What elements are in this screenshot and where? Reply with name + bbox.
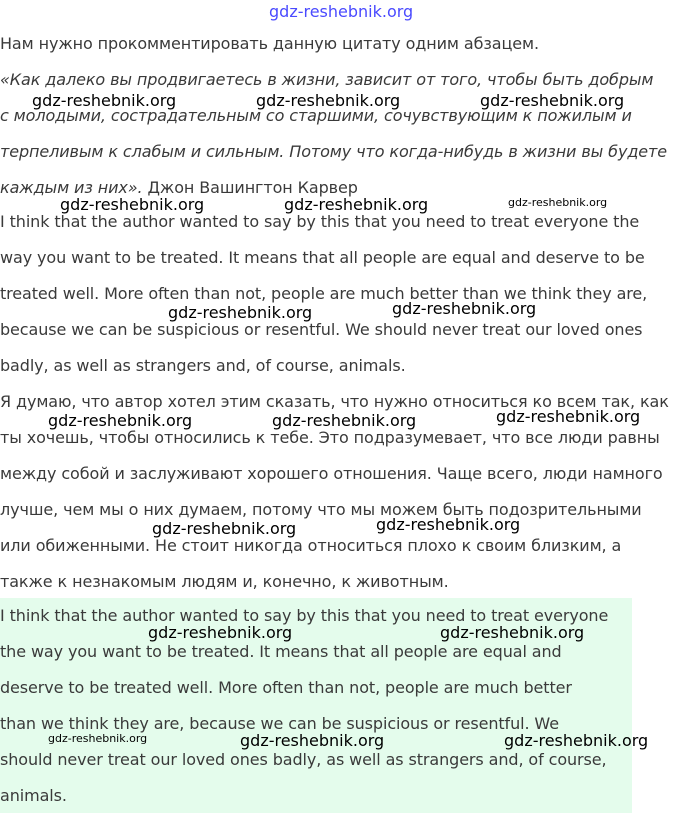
watermark: gdz-reshebnik.org (376, 515, 521, 534)
quote-last-fragment: каждым из них». (0, 178, 143, 197)
russian-paragraph-line: Я думаю, что автор хотел этим сказать, что нужно относиться ко всем так, как (0, 392, 669, 411)
answer-line: should never treat our loved ones badly, as well as strangers and, of course, (0, 750, 607, 769)
watermark: gdz-reshebnik.org (508, 196, 608, 209)
answer-line: animals. (0, 786, 67, 805)
quote-line: с молодыми, сострадательным со старшими, сочувствующим к пожилым и (0, 106, 632, 125)
watermark: gdz-reshebnik.org (284, 195, 429, 214)
site-header-watermark: gdz-reshebnik.org (269, 2, 414, 21)
answer-line: than we think they are, because we can be suspicious or resentful. We (0, 714, 559, 733)
watermark: gdz-reshebnik.org (240, 731, 385, 750)
answer-line: deserve to be treated well. More often than not, people are much better (0, 678, 572, 697)
russian-paragraph-line: или обиженными. Не стоит никогда относиться плохо к своим близким, а (0, 536, 622, 555)
english-paragraph-line: badly, as well as strangers and, of course, animals. (0, 356, 406, 375)
watermark: gdz-reshebnik.org (480, 91, 625, 110)
watermark: gdz-reshebnik.org (48, 732, 148, 745)
russian-paragraph-line: также к незнакомым людям и, конечно, к животным. (0, 572, 449, 591)
watermark: gdz-reshebnik.org (440, 623, 585, 642)
russian-paragraph-line: между собой и заслуживают хорошего отношения. Чаще всего, люди намного (0, 464, 663, 483)
english-paragraph-line: because we can be suspicious or resentful. We should never treat our loved ones (0, 320, 643, 339)
watermark: gdz-reshebnik.org (148, 623, 293, 642)
quote-author: Джон Вашингтон Карвер (142, 178, 358, 197)
russian-paragraph-line: лучше, чем мы о них думаем, потому что мы можем быть подозрительными (0, 500, 642, 519)
quote-line: «Как далеко вы продвигаетесь в жизни, зависит от того, чтобы быть добрым (0, 70, 654, 89)
watermark: gdz-reshebnik.org (60, 195, 205, 214)
english-paragraph-line: way you want to be treated. It means that all people are equal and deserve to be (0, 248, 645, 267)
watermark: gdz-reshebnik.org (32, 91, 177, 110)
watermark: gdz-reshebnik.org (48, 411, 193, 430)
quote-line: терпеливым к слабым и сильным. Потому что когда-нибудь в жизни вы будете (0, 142, 667, 161)
english-paragraph-line: I think that the author wanted to say by this that you need to treat everyone the (0, 212, 640, 231)
answer-line: the way you want to be treated. It means that all people are equal and (0, 642, 562, 661)
watermark: gdz-reshebnik.org (504, 731, 649, 750)
english-paragraph-line: treated well. More often than not, people are much better than we think they are, (0, 284, 648, 303)
watermark: gdz-reshebnik.org (152, 519, 297, 538)
watermark: gdz-reshebnik.org (392, 299, 537, 318)
watermark: gdz-reshebnik.org (256, 91, 401, 110)
watermark: gdz-reshebnik.org (272, 411, 417, 430)
task-line: Нам нужно прокомментировать данную цитату одним абзацем. (0, 34, 539, 53)
watermark: gdz-reshebnik.org (496, 407, 641, 426)
watermark: gdz-reshebnik.org (168, 303, 313, 322)
answer-line: I think that the author wanted to say by this that you need to treat everyone (0, 606, 609, 625)
russian-paragraph-line: ты хочешь, чтобы относились к тебе. Это подразумевает, что все люди равны (0, 428, 660, 447)
